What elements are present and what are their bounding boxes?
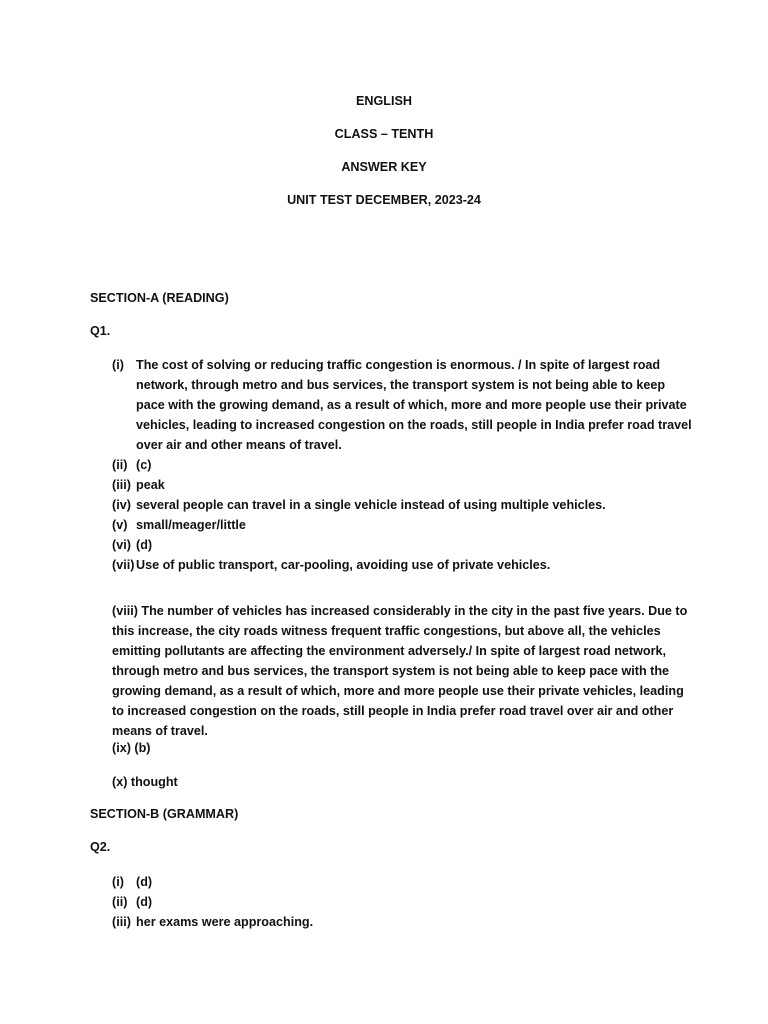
q1-answer-v [112, 515, 692, 535]
q1-answer-ii [112, 455, 692, 475]
exam-heading: UNIT TEST DECEMBER, 2023-24 [287, 193, 481, 207]
q1-answer-iii [112, 475, 692, 495]
q2-label: Q2. [90, 840, 111, 854]
q1-answer-iv [112, 495, 692, 515]
section-b-title: SECTION-B (GRAMMAR) [90, 807, 239, 821]
q2-answer-i-number: (i) [112, 875, 124, 889]
q1-answer-x: (x) thought [112, 775, 178, 789]
q1-answer-i [112, 355, 692, 455]
q1-answer-i-text: The cost of solving or reducing traffic congestion is enormous. / In spite of largest road network, through metro and bus services, the transport system is not being able to keep pace with the growing demand, as a result of which, more and more people use their private vehicles, leading to increased congestion on the roads, still people in India prefer road travel over air and other means of travel. [136, 358, 692, 452]
q1-answer-i-number: (i) [112, 358, 124, 372]
subject-heading: ENGLISH [356, 94, 412, 108]
section-a-title: SECTION-A (READING) [90, 291, 229, 305]
q1-answer-vi-text: (d) [136, 538, 153, 552]
q1-label: Q1. [90, 324, 111, 338]
answer-key-heading: ANSWER KEY [341, 160, 427, 174]
q1-answer-v-text: small/meager/little [136, 518, 246, 532]
q2-answer-iii-text: her exams were approaching. [136, 915, 314, 929]
q1-answer-iii-text: peak [136, 478, 165, 492]
q1-answer-viii: (viii) The number of vehicles has increased considerably in the city in the past five years. Due to this increase, the city roads witness frequent traffic congestions, but above all, the vehicles emitting pollutants are affecting the environment adversely./ In spite of largest road network, through metro and bus services, the transport system is not being able to keep pace with the growing demand, as a result of which, more and more people use their private vehicles, leading to increased congestion on the roads, still people in India prefer road travel over air and other means of travel. [112, 603, 688, 738]
q1-answer-vii [112, 555, 692, 575]
q2-answer-iii-number: (iii) [112, 915, 131, 929]
q1-answer-iv-text: several people can travel in a single vehicle instead of using multiple vehicles. [136, 498, 606, 512]
q1-answer-ii-number: (ii) [112, 458, 128, 472]
q1-answer-iii-number: (iii) [112, 478, 131, 492]
q1-answer-vii-text: Use of public transport, car-pooling, avoiding use of private vehicles. [136, 558, 551, 572]
q1-answer-v-number: (v) [112, 518, 128, 532]
q2-answer-iii [112, 912, 692, 932]
q1-answer-vi [112, 535, 692, 555]
q1-answer-vi-number: (vi) [112, 538, 131, 552]
q2-answer-ii [112, 892, 692, 912]
q2-answer-ii-number: (ii) [112, 895, 128, 909]
class-heading: CLASS – TENTH [334, 127, 434, 141]
q2-answer-i-text: (d) [136, 875, 153, 889]
q2-answer-ii-text: (d) [136, 895, 153, 909]
q1-answer-ix: (ix) (b) [112, 741, 151, 755]
q1-answer-vii-number: (vii) [112, 558, 135, 572]
q2-answer-i [112, 872, 692, 892]
q1-answer-iv-number: (iv) [112, 498, 131, 512]
q1-answer-ii-text: (c) [136, 458, 152, 472]
